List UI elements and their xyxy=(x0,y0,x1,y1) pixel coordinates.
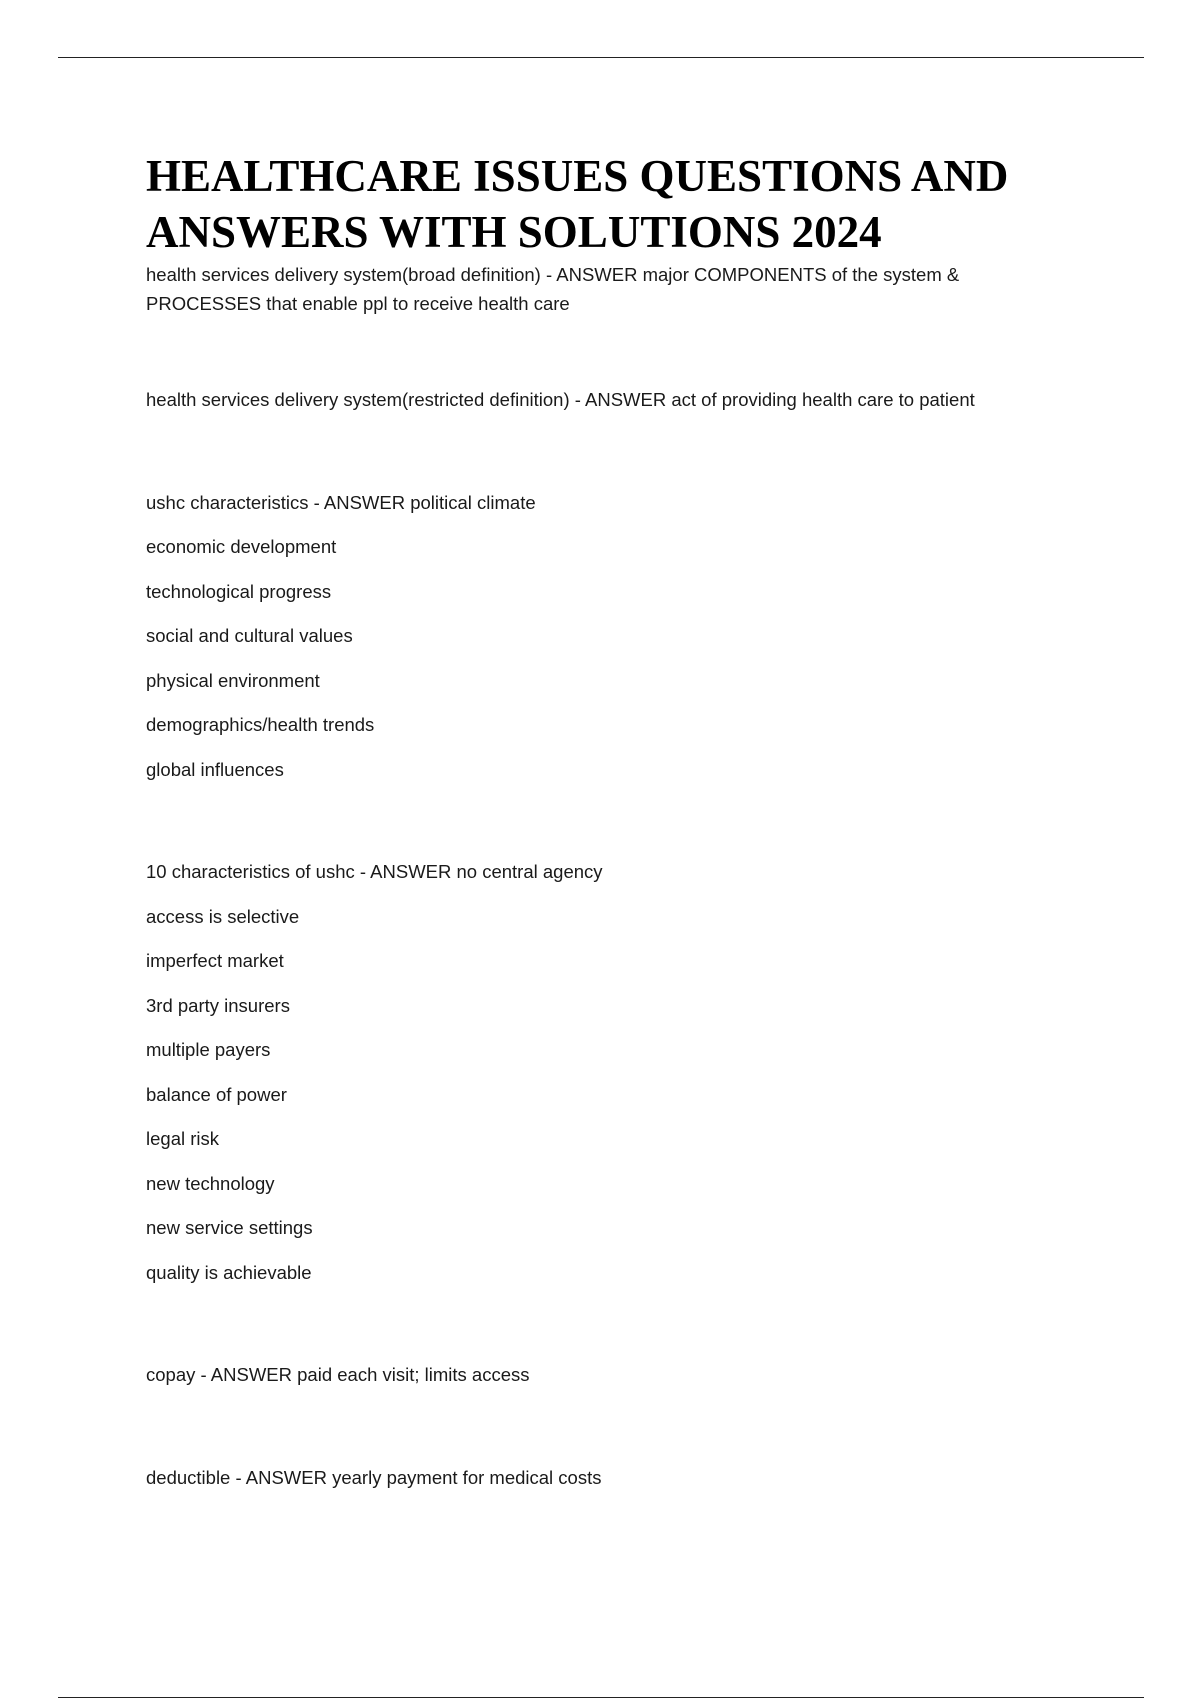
qa-list xyxy=(146,260,1086,1500)
list-item: quality is achievable xyxy=(146,1261,312,1283)
qa-broad-definition xyxy=(146,260,1086,318)
qa-ushc-characteristics xyxy=(146,481,1086,793)
document-body xyxy=(146,148,1086,1500)
list-item: access is selective xyxy=(146,905,300,927)
list-item: new technology xyxy=(146,1172,275,1194)
qa-ushc-first: ushc characteristics - ANSWER political climate xyxy=(146,491,536,513)
qa-deductible: deductible - ANSWER yearly payment for medical costs xyxy=(146,1466,602,1488)
qa-restricted-definition: health services delivery system(restricted definition) - ANSWER act of providing health care to patient xyxy=(146,389,975,410)
list-item: global influences xyxy=(146,758,284,780)
list-item: imperfect market xyxy=(146,950,284,971)
qa-ten-first: 10 characteristics of ushc - ANSWER no central agency xyxy=(146,861,603,882)
qa-broad-answer-continued: PROCESSES that enable ppl to receive health care xyxy=(146,293,570,314)
list-item: new service settings xyxy=(146,1217,313,1238)
spacer xyxy=(146,1398,1086,1456)
title-line-2: ANSWERS WITH SOLUTIONS 2024 xyxy=(146,207,882,257)
list-item: social and cultural values xyxy=(146,625,353,646)
spacer xyxy=(146,318,1086,378)
title-line-1: HEALTHCARE ISSUES QUESTIONS AND xyxy=(146,151,1009,201)
list-item: 3rd party insurers xyxy=(146,994,290,1016)
document-title xyxy=(146,148,1086,260)
list-item: technological progress xyxy=(146,580,332,602)
spacer xyxy=(146,1295,1086,1353)
qa-broad-question: health services delivery system(broad definition) - ANSWER major COMPONENTS of the system & xyxy=(146,264,960,285)
list-item: economic development xyxy=(146,536,337,557)
qa-copay: copay - ANSWER paid each visit; limits access xyxy=(146,1364,530,1385)
bottom-rule xyxy=(58,1697,1144,1698)
spacer xyxy=(146,792,1086,850)
list-item: balance of power xyxy=(146,1083,287,1105)
list-item: multiple payers xyxy=(146,1039,271,1060)
top-rule xyxy=(58,57,1144,58)
list-item: physical environment xyxy=(146,669,320,691)
qa-ten-characteristics xyxy=(146,850,1086,1295)
list-item: legal risk xyxy=(146,1128,219,1149)
spacer xyxy=(146,423,1086,481)
list-item: demographics/health trends xyxy=(146,714,375,735)
